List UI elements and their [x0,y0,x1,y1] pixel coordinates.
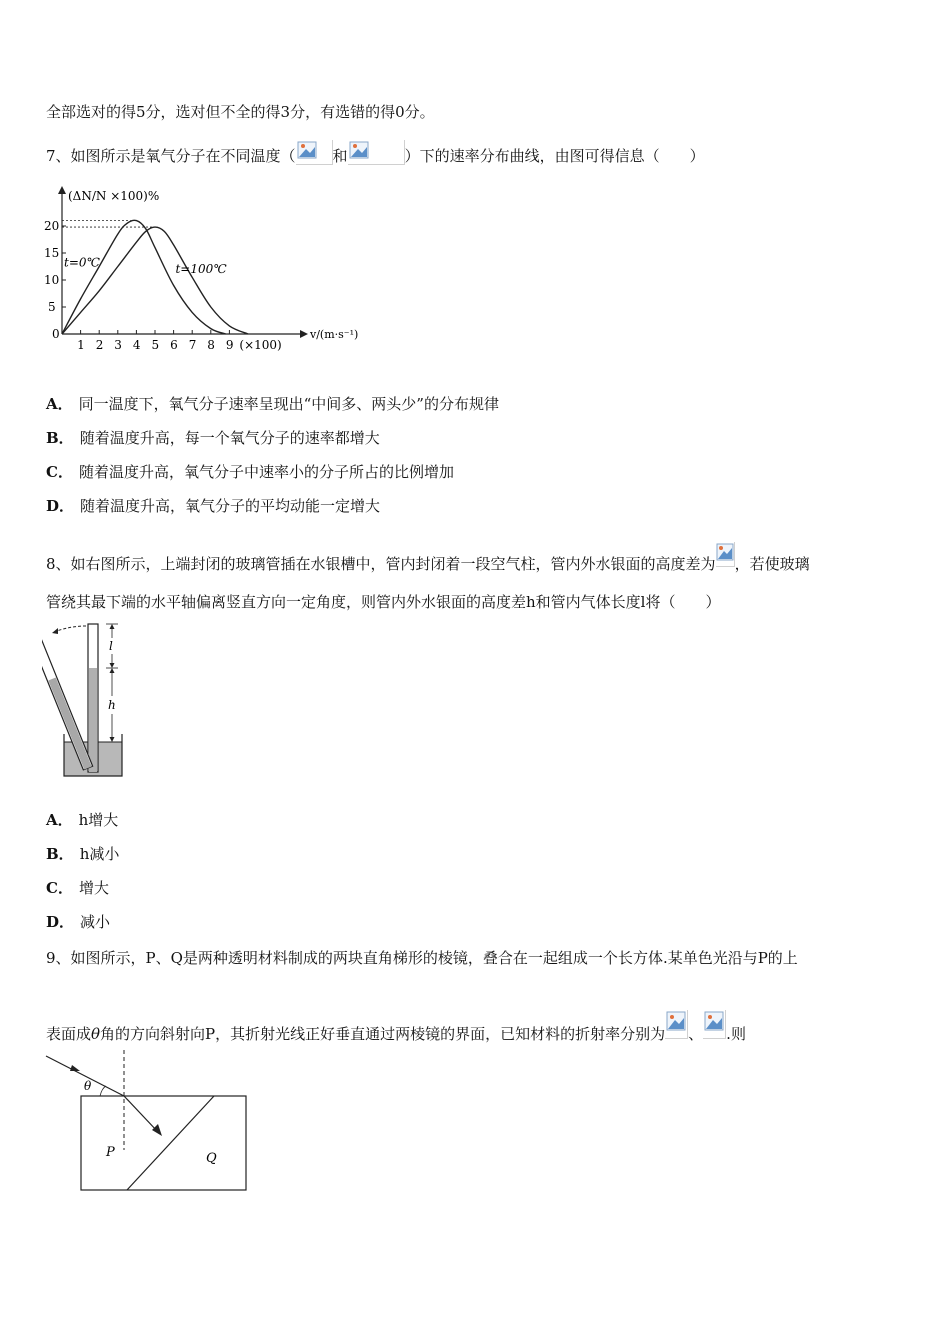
series-line-t0 [62,220,226,334]
option-text: 增大 [78,879,109,897]
q8-option-a[interactable] [46,810,118,830]
q8-stem-line2: 管绕其最下端的水平轴偏离竖直方向一定角度，则管内外水银面的高度差h和管内气体长度l将（ ） [46,593,721,611]
y-tick-label: 10 [44,273,60,287]
q9-stem-line1: 9、如图所示，P、Q是两种透明材料制成的两块直角梯形的棱镜，叠合在一起组成一个长方体.某单色光沿与P的上 [46,949,798,967]
x-tick-label: 2 [95,338,104,352]
broken-image-icon [665,1010,688,1039]
speed-distribution-chart [40,178,370,360]
option-text: h减小 [79,845,120,863]
option-letter: A． [46,395,73,413]
option-letter: D． [46,497,75,515]
q8-option-d[interactable] [46,912,110,932]
x-tick-label: 5 [151,338,160,352]
series-label-t0: t=0℃ [64,255,100,270]
option-text: 随着温度升高，氧气分子的平均动能一定增大 [80,497,381,515]
q7-stem-and: 和 [332,147,348,165]
origin-label: 0 [52,327,60,341]
y-axis-arrowhead [58,186,66,194]
y-tick-label: 5 [48,300,56,314]
x-unit-note: (×100) [239,338,282,352]
option-letter: A． [46,811,73,829]
label-l: l [109,639,113,653]
label-P: P [106,1145,115,1160]
theta-arc [100,1086,106,1096]
option-text: h增大 [78,811,119,829]
option-letter: D． [46,913,75,931]
option-text: 同一温度下，氧气分子速率呈现出“中间多、两头少”的分布规律 [78,395,499,413]
option-text: 减小 [80,913,111,931]
broken-image-icon [296,140,333,165]
x-tick-label: 9 [225,338,234,352]
broken-image-icon [348,140,405,165]
label-theta: θ [84,1079,92,1093]
q8-stem-text-a: 8、如右图所示，上端封闭的玻璃管插在水银槽中，管内封闭着一段空气柱，管内外水银面的高度差为 [46,555,716,573]
x-tick-label: 8 [207,338,215,352]
q7-stem-part1: 7、如图所示是氧气分子在不同温度（ [46,147,296,165]
q7-stem [46,140,705,166]
q8-stem-text-b: ，若使玻璃 [734,555,810,573]
rotation-arrow [54,626,86,632]
q8-option-b[interactable] [46,844,119,864]
y-tick-label: 15 [44,246,60,260]
mercury-tube-figure [42,620,132,780]
tube-mercury-column [89,668,97,772]
label-h: h [108,698,116,712]
q9-stem-sep: 、 [688,1025,704,1043]
label-Q: Q [206,1151,217,1166]
prism-figure [40,1046,260,1196]
q9-stem-text-a: 表面成 [46,1025,92,1043]
q7-stem-part2: ）下的速率分布曲线，由图可得信息（ ） [404,147,705,165]
series-label-t100: t=100℃ [175,261,227,276]
q7-option-c[interactable] [46,462,454,482]
x-axis-label: v/(m·s⁻¹) [310,328,359,341]
q7-option-a[interactable] [46,394,499,414]
q9-stem-text-b: 角的方向斜射向P，其折射光线正好垂直通过两棱镜的界面，已知材料的折射率分别为 [100,1025,666,1043]
option-text: 随着温度升高，氧气分子中速率小的分子所占的比例增加 [78,463,454,481]
x-tick-label: 3 [114,338,122,352]
x-tick-label: 7 [188,338,197,352]
option-letter: C． [46,879,73,897]
q9-stem-line2 [46,1010,746,1044]
x-tick-label: 4 [132,338,141,352]
y-axis-label: (ΔN/N ×100)% [68,189,160,203]
series-line-t100 [62,227,248,334]
q9-theta: θ [91,1025,101,1043]
rectangular-block [81,1096,246,1190]
broken-image-icon [703,1010,726,1039]
x-tick-label: 6 [170,338,178,352]
rotation-arrowhead [52,628,58,634]
y-tick-label: 20 [44,219,60,233]
broken-image-icon [716,542,735,567]
intro-line: 全部选对的得5分，选对但不全的得3分，有选错的得0分。 [46,103,435,121]
x-tick-label: 1 [77,338,85,352]
q9-stem-end: .则 [726,1025,746,1043]
q8-option-c[interactable] [46,878,109,898]
option-letter: B． [46,845,74,863]
q7-option-d[interactable] [46,496,380,516]
q7-option-b[interactable] [46,428,380,448]
incident-arrowhead [70,1065,80,1071]
option-text: 随着温度升高，每一个氧气分子的速率都增大 [79,429,380,447]
q8-stem-line1 [46,542,810,574]
x-axis-arrowhead [300,330,308,338]
option-letter: C． [46,463,73,481]
option-letter: B． [46,429,74,447]
